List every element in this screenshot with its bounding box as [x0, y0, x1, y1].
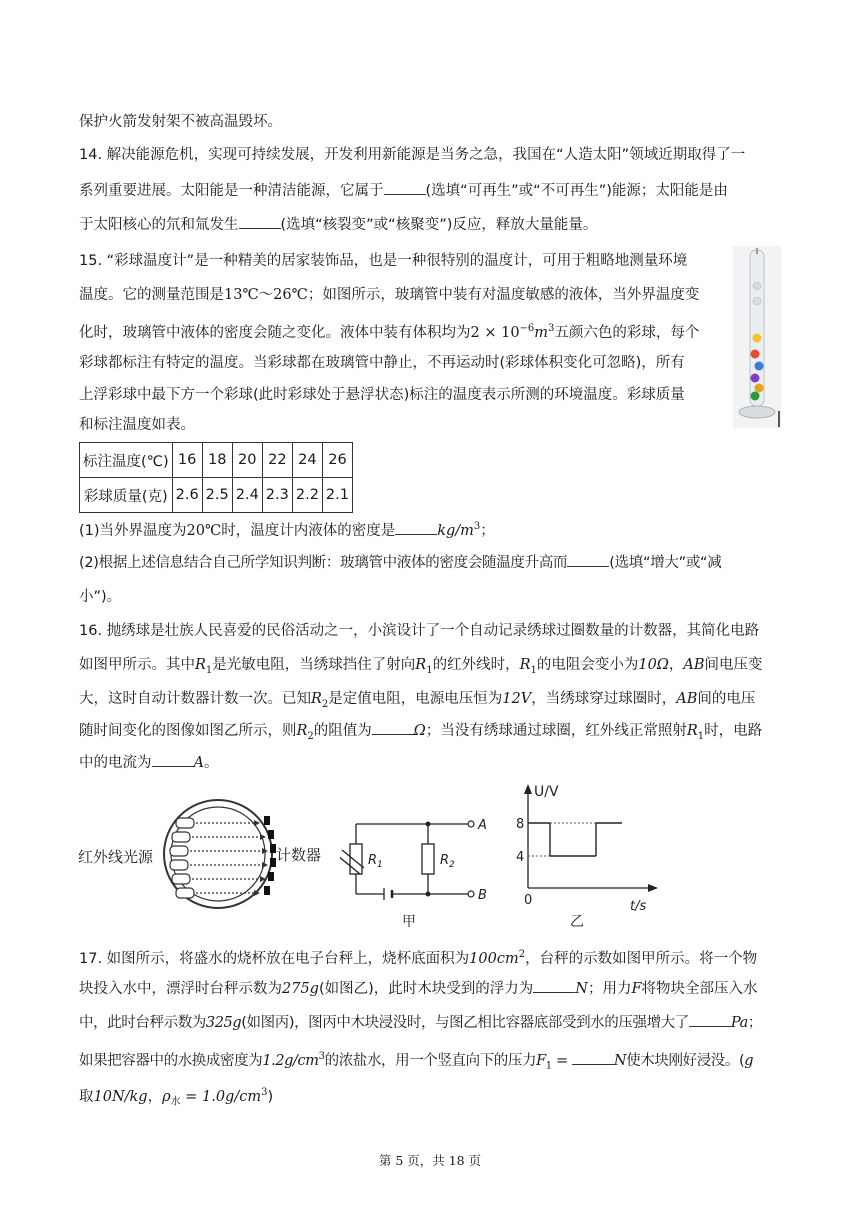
answer-blank[interactable]: [689, 1012, 731, 1027]
answer-blank[interactable]: [533, 978, 575, 993]
q16-line3: 大，这时自动计数器计数一次。已知$R_2$是定值电阻，电源电压恒为12V，当绣球穿过球圈时，AB间的电压: [79, 691, 756, 710]
q14-line1: 14. 解决能源危机，实现可持续发展，开发利用新能源是当务之急，我国在“人造太阳”领域近期取得了一: [79, 147, 746, 163]
answer-blank[interactable]: [372, 720, 414, 735]
q17-line2: 块投入水中，漂浮时台秤示数为275g(如图乙)，此时木块受到的浮力为 N；用力F将物块全部压入水: [79, 974, 785, 1004]
counter-label: 计数器: [276, 846, 322, 864]
q15-line1: 15. “彩球温度计”是一种精美的居家装饰品，也是一种很特别的温度计，可用于粗略地测量环境: [79, 253, 688, 269]
q17-line1: 17. 如图所示，将盛水的烧杯放在电子台秤上，烧杯底面积为$100cm^2$，台秤的示数如图甲所示。将一个物: [79, 949, 758, 967]
r1-label: $R_1$: [368, 853, 383, 870]
answer-blank[interactable]: [395, 520, 437, 535]
table-cell: 26: [322, 443, 352, 478]
table-cell: 2.4: [232, 478, 262, 513]
table-cell: 24: [292, 443, 322, 478]
table-row: [80, 478, 353, 513]
q17-line4: 如果把容器中的水换成密度为$1.2g/cm^3$的浓盐水，用一个竖直向下的压力$F_1 = N$使木块刚好浸没。(g: [79, 1051, 754, 1072]
ir-counter-figure: [78, 792, 338, 922]
table-cell: 16: [172, 443, 202, 478]
q14-line3: 于太阳核心的氘和氚发生 (选填“核裂变”或“核聚变”)反应，释放大量能量。: [79, 210, 785, 240]
q15-sub2-cont: 小”)。: [79, 589, 122, 605]
q15-line2: 温度。它的测量范围是13℃～26℃；如图所示，玻璃管中装有对温度敏感的液体，当外界温度变: [79, 287, 700, 303]
answer-blank[interactable]: [239, 214, 281, 229]
q16-line4: 随时间变化的图像如图乙所示，则$R_2$的阻值为 Ω；当没有绣球通过球圈，红外线正常照射$R_1$时，电路: [79, 716, 785, 752]
table-cell: 2.5: [202, 478, 232, 513]
table-cell: 22: [262, 443, 292, 478]
q15-line6: 和标注温度如表。: [79, 417, 195, 433]
q14-line2: 系列重要进展。太阳能是一种清洁能源，它属于 (选填“可再生”或“不可再生”)能源；太阳能是由: [79, 176, 785, 206]
origin-label: 0: [524, 893, 533, 908]
r2-label: $R_2$: [440, 853, 455, 870]
answer-blank[interactable]: [152, 752, 194, 767]
figure-yi-caption: 乙: [570, 914, 584, 930]
y-tick-4: 4: [516, 850, 525, 865]
circuit-diagram: [340, 808, 500, 928]
table-cell: 20: [232, 443, 262, 478]
q16-line1: 16. 抛绣球是壮族人民喜爱的民俗活动之一，小滨设计了一个自动记录绣球过圈数量的计数器，其简化电路: [79, 623, 760, 639]
q16-line5: 中的电流为 A。: [79, 748, 785, 778]
intro-line: 保护火箭发射架不被高温毁坏。: [79, 114, 282, 130]
table-header-cell: 彩球质量(克): [80, 478, 173, 513]
table-cell: 2.3: [262, 478, 292, 513]
q15-line3: 化时，玻璃管中液体的密度会随之变化。液体中装有体积均为$2 \times 10^{-6}m^3$五颜六色的彩球，每个: [79, 323, 700, 341]
y-tick-8: 8: [516, 817, 525, 832]
page-footer: 第 5 页，共 18 页: [378, 1153, 482, 1168]
answer-blank[interactable]: [384, 180, 426, 195]
q15-line5: 上浮彩球中最下方一个彩球(此时彩球处于悬浮状态)标注的温度表示所测的环境温度。彩球质量: [79, 387, 685, 403]
table-cell: 2.6: [172, 478, 202, 513]
figure-jia-caption: 甲: [402, 914, 416, 928]
x-axis-label: t/s: [630, 899, 647, 914]
galileo-thermometer-image: [733, 246, 781, 428]
table-cell: 2.2: [292, 478, 322, 513]
table-cell: 2.1: [322, 478, 352, 513]
table-cell: 18: [202, 443, 232, 478]
q15-sub1: (1)当外界温度为20℃时，温度计内液体的密度是 $kg/m^3$；: [79, 521, 495, 539]
terminal-b-label: B: [478, 888, 487, 903]
q17-line5: 取10N/kg，$\rho_水 = 1.0g/cm^3$): [79, 1087, 274, 1108]
terminal-a-label: A: [478, 818, 487, 833]
y-axis-label: U/V: [534, 784, 559, 800]
table-header-cell: 标注温度(℃): [80, 443, 173, 478]
answer-blank[interactable]: [567, 552, 609, 567]
voltage-time-graph: [512, 780, 662, 930]
q16-line2: 如图甲所示。其中$R_1$是光敏电阻，当绣球挡住了射向$R_1$的红外线时，$R_1$的电阻会变小为10Ω，AB间电压变: [79, 657, 763, 676]
answer-blank[interactable]: [572, 1050, 614, 1065]
q17-line3: 中，此时台秤示数为325g(如图丙)，图丙中木块浸没时，与图乙相比容器底部受到水的压强增大了 Pa；: [79, 1008, 785, 1038]
table-row: [80, 443, 353, 478]
ir-source-label: 红外线光源: [78, 848, 154, 866]
q15-line4: 彩球都标注有特定的温度。当彩球都在玻璃管中静止，不再运动时(彩球体积变化可忽略)，所有: [79, 355, 685, 371]
q15-sub2: (2)根据上述信息结合自己所学知识判断：玻璃管中液体的密度会随温度升高而 (选填“增大”或“减: [79, 548, 785, 578]
ball-mass-table: [79, 442, 353, 513]
